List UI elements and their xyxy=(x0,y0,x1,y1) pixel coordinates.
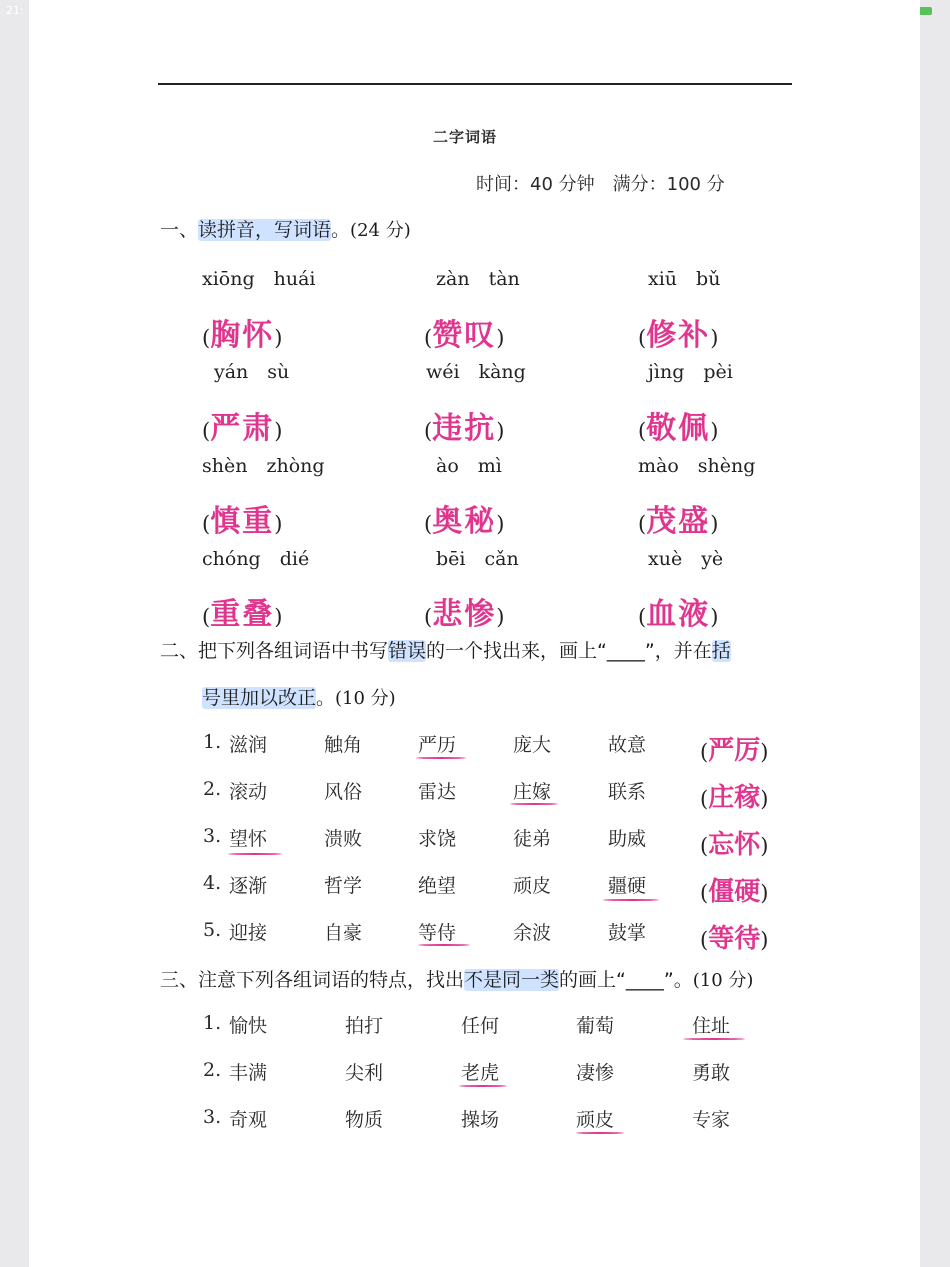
top-rule xyxy=(158,83,792,85)
item-number: 2. xyxy=(203,778,222,800)
handwritten-correction: 僵硬 xyxy=(708,877,761,907)
answer-box: (赞叹) xyxy=(424,318,505,353)
handwritten-answer: 血液 xyxy=(646,597,711,632)
worksheet-title: 二字词语 xyxy=(433,128,498,146)
q1-score: (24 分) xyxy=(350,220,411,241)
handwritten-answer: 敬佩 xyxy=(646,411,711,446)
handwritten-answer: 胸怀 xyxy=(210,318,275,353)
handwritten-answer: 奥秘 xyxy=(432,504,497,539)
word: 故意 xyxy=(608,734,647,756)
word: 触角 xyxy=(324,734,363,756)
word: 勇敢 xyxy=(692,1062,731,1084)
status-time: 21: xyxy=(6,4,24,17)
handwritten-answer: 严肃 xyxy=(210,411,275,446)
word: 助威 xyxy=(608,828,647,850)
word: 愉快 xyxy=(229,1015,268,1037)
answer-box: (重叠) xyxy=(202,597,283,632)
battery-icon xyxy=(919,7,932,15)
pinyin: bēi cǎn xyxy=(436,548,519,570)
time-and-score: 时间：40 分钟 满分：100 分 xyxy=(476,174,725,195)
q2-score: (10 分) xyxy=(335,688,396,709)
handwritten-underline xyxy=(576,1132,624,1134)
correction-box: (严厉) xyxy=(700,736,769,766)
q2-highlight-3: 号里加以改正 xyxy=(202,687,317,709)
handwritten-underline xyxy=(683,1038,745,1040)
word: 奇观 xyxy=(229,1109,268,1131)
q2-heading-line2 xyxy=(202,683,396,710)
handwritten-underline xyxy=(459,1085,507,1087)
word: 尖利 xyxy=(345,1062,384,1084)
pinyin: yán sù xyxy=(214,361,290,383)
word: 绝望 xyxy=(418,875,457,897)
pinyin: ào mì xyxy=(436,455,502,477)
handwritten-answer: 赞叹 xyxy=(432,318,497,353)
word: 哲学 xyxy=(324,875,363,897)
item-number: 3. xyxy=(203,825,222,847)
word: 逐渐 xyxy=(229,875,268,897)
handwritten-answer: 慎重 xyxy=(210,504,275,539)
word: 望怀 xyxy=(229,828,268,850)
q2-text: 。 xyxy=(316,687,336,709)
handwritten-underline xyxy=(418,944,470,946)
word: 住址 xyxy=(692,1015,731,1037)
q2-heading-line1 xyxy=(160,636,731,663)
correction-box: (庄稼) xyxy=(700,783,769,813)
correction-box: (等待) xyxy=(700,924,769,954)
handwritten-correction: 严厉 xyxy=(708,736,761,766)
answer-box: (奥秘) xyxy=(424,504,505,539)
word: 专家 xyxy=(692,1109,731,1131)
pinyin: mào shèng xyxy=(638,455,756,477)
handwritten-correction: 庄稼 xyxy=(708,783,761,813)
handwritten-underline xyxy=(510,803,558,805)
pinyin: xiū bǔ xyxy=(648,268,721,290)
pinyin: zàn tàn xyxy=(436,268,520,290)
correction-box: (忘怀) xyxy=(700,830,769,860)
q3-heading xyxy=(160,965,753,992)
word: 疆硬 xyxy=(608,875,647,897)
word: 凄惨 xyxy=(576,1062,615,1084)
word: 滚动 xyxy=(229,781,268,803)
answer-box: (茂盛) xyxy=(638,504,719,539)
handwritten-correction: 等待 xyxy=(708,924,761,954)
handwritten-underline xyxy=(228,853,282,855)
word: 任何 xyxy=(461,1015,500,1037)
correction-box: (僵硬) xyxy=(700,877,769,907)
word: 顽皮 xyxy=(513,875,552,897)
pinyin: jìng pèi xyxy=(648,361,733,383)
word: 自豪 xyxy=(324,922,363,944)
word: 庞大 xyxy=(513,734,552,756)
word: 联系 xyxy=(608,781,647,803)
item-number: 3. xyxy=(203,1106,222,1128)
answer-box: (修补) xyxy=(638,318,719,353)
word: 庄嫁 xyxy=(513,781,552,803)
word: 葡萄 xyxy=(576,1015,615,1037)
pinyin: xuè yè xyxy=(648,548,724,570)
item-number: 4. xyxy=(203,872,222,894)
word: 风俗 xyxy=(324,781,363,803)
item-number: 1. xyxy=(203,1012,222,1034)
handwritten-answer: 茂盛 xyxy=(646,504,711,539)
pinyin: shèn zhòng xyxy=(202,455,325,477)
word: 滋润 xyxy=(229,734,268,756)
handwritten-correction: 忘怀 xyxy=(708,830,761,860)
item-number: 5. xyxy=(203,919,222,941)
answer-box: (血液) xyxy=(638,597,719,632)
q2-highlight-2: 括 xyxy=(711,640,731,662)
pinyin: chóng dié xyxy=(202,548,310,570)
answer-box: (慎重) xyxy=(202,504,283,539)
word: 操场 xyxy=(461,1109,500,1131)
word: 严历 xyxy=(418,734,457,756)
word: 徒弟 xyxy=(513,828,552,850)
handwritten-answer: 修补 xyxy=(646,318,711,353)
item-number: 1. xyxy=(203,731,222,753)
q3-highlight: 不是同一类 xyxy=(464,969,560,991)
word: 溃败 xyxy=(324,828,363,850)
word: 鼓掌 xyxy=(608,922,647,944)
q3-score: (10 分) xyxy=(692,970,754,991)
q3-text: 三、注意下列各组词语的特点，找出 xyxy=(160,969,465,991)
item-number: 2. xyxy=(203,1059,222,1081)
q2-text: 二、把下列各组词语中书写 xyxy=(160,640,389,662)
handwritten-underline xyxy=(416,757,466,759)
word: 余波 xyxy=(513,922,552,944)
q3-text: 的画上“____”。 xyxy=(559,969,693,991)
word: 物质 xyxy=(345,1109,384,1131)
q1-highlight: 读拼音，写词语 xyxy=(198,219,332,241)
handwritten-answer: 悲惨 xyxy=(432,597,497,632)
q1-heading xyxy=(160,215,411,242)
answer-box: (胸怀) xyxy=(202,318,283,353)
answer-box: (悲惨) xyxy=(424,597,505,632)
word: 求饶 xyxy=(418,828,457,850)
q2-text: 的一个找出来，画上“____”，并在 xyxy=(426,640,712,662)
word: 迎接 xyxy=(229,922,268,944)
word: 顽皮 xyxy=(576,1109,615,1131)
answer-box: (敬佩) xyxy=(638,411,719,446)
word: 丰满 xyxy=(229,1062,268,1084)
answer-box: (严肃) xyxy=(202,411,283,446)
word: 老虎 xyxy=(461,1062,500,1084)
q2-highlight-1: 错误 xyxy=(388,640,427,662)
q1-suffix: 。 xyxy=(331,219,351,241)
word: 雷达 xyxy=(418,781,457,803)
pinyin: xiōng huái xyxy=(202,268,316,290)
handwritten-answer: 重叠 xyxy=(210,597,275,632)
handwritten-underline xyxy=(603,899,659,901)
q1-prefix: 一、 xyxy=(160,219,199,241)
answer-box: (违抗) xyxy=(424,411,505,446)
pinyin: wéi kàng xyxy=(426,361,526,383)
handwritten-answer: 违抗 xyxy=(432,411,497,446)
word: 等侍 xyxy=(418,922,457,944)
word: 拍打 xyxy=(345,1015,384,1037)
